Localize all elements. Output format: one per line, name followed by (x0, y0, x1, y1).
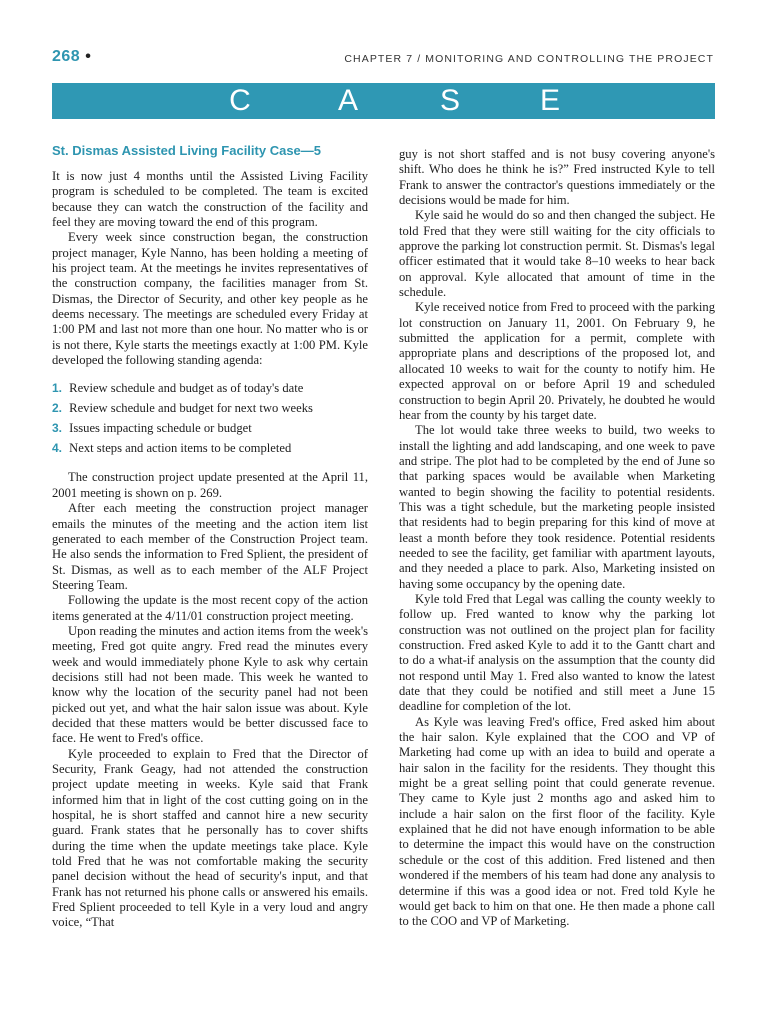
paragraph: It is now just 4 months until the Assisted Living Facility program is scheduled to be completed. The team is excited because they can watch the construction of the facility and feel they are moving toward the end of this program. (52, 169, 368, 230)
agenda-number: 3. (52, 421, 63, 436)
agenda-number: 1. (52, 381, 63, 396)
agenda-item (52, 420, 368, 436)
right-column (399, 147, 715, 930)
header-bullet: • (85, 48, 92, 65)
agenda-item (52, 400, 368, 416)
banner-letter-a: A (337, 84, 358, 117)
agenda-number: 4. (52, 441, 63, 456)
page-number-value: 268 (52, 48, 81, 65)
page-number (52, 48, 91, 66)
paragraph: guy is not short staffed and is not busy covering anyone's shift. Who does he think he is?” Fred instructed Kyle to tell Frank to answer the contractor's questions immediately or the decisions would be made for him. (399, 147, 715, 208)
paragraph: Every week since construction began, the construction project manager, Kyle Nanno, has been holding a meeting of his project team. At the meetings he invites representatives of the construction company, the facilities manager from St. Dismas, the Director of Security, and other key people as he deems necessary. The meetings are scheduled every Friday at 1:00 PM and last not more than one hour. No matter who is or is not there, Kyle starts the meetings exactly at 1:00 PM. Kyle developed the following standing agenda: (52, 230, 368, 368)
paragraph: Kyle proceeded to explain to Fred that the Director of Security, Frank Geagy, had not attended the construction project update meeting in weeks. Kyle said that Frank informed him that in light of the cost cutting going on in the hospital, he is short staffed and cannot hire a new security guard. Frank states that he personally has to cover shifts during the time when the update meetings take place. Kyle told Fred that he was not comfortable making the security panel decision without the head of security's input, and that Frank has not returned his phone calls or answered his emails. Fred Splient proceeded to tell Kyle in a very loud and angry voice, “That (52, 746, 368, 930)
agenda-text: Review schedule and budget for next two weeks (69, 401, 313, 416)
paragraph: Kyle said he would do so and then changed the subject. He told Fred that they were still waiting for the city officials to approve the parking lot construction permit. St. Dismas's legal officer estimated that it would take 8–10 weeks to hear back on approval. Kyle allocated that amount of time in the schedule. (399, 208, 715, 300)
paragraph: Kyle told Fred that Legal was calling the county weekly to follow up. Fred wanted to know why the parking lot construction was not outlined on the project plan for facility construction. Fred asked Kyle to add it to the Gantt chart and to do a what-if analysis on the assumption that the county did not respond until May 1. Fred also wanted to know the latest date that they could be notified and still meet a June 15 deadline for completion of the lot. (399, 591, 715, 714)
paragraph: The construction project update presented at the April 11, 2001 meeting is shown on p. 269. (52, 470, 368, 500)
banner-letter-s: S (439, 84, 460, 117)
banner-letter-c: C (229, 84, 251, 117)
paragraph: The lot would take three weeks to build, two weeks to install the lighting and add landscaping, and one week to pave and stripe. The plot had to be completed by the end of June so that parking spaces would be available when Marketing wanted to begin showing the facility to potential residents. This was a tight schedule, but the marketing people insisted that residents had to begin preparing for this kind of move at least a month before they took residence. Potential residents needed to see the facility, get familiar with apartment layouts, and they needed a place to park. Also, Marketing insisted on having some occupancy by the opening date. (399, 423, 715, 591)
agenda-list (52, 380, 368, 456)
case-banner (52, 83, 715, 119)
case-title: St. Dismas Assisted Living Facility Case—5 (52, 143, 322, 158)
running-head: CHAPTER 7 / MONITORING AND CONTROLLING THE PROJECT (344, 53, 714, 65)
paragraph: Kyle received notice from Fred to proceed with the parking lot construction on January 11, 2001. On February 9, he submitted the application for a permit, complete with appropriate plans and descriptions of the proposed lot, and allocated 10 weeks to wait for the county to notify him. He expected approval on or before April 19 and scheduled construction to begin April 20. Privately, he doubted he would hear from the county by his target date. (399, 300, 715, 422)
agenda-item (52, 440, 368, 456)
agenda-text: Review schedule and budget as of today's date (69, 381, 304, 396)
agenda-text: Next steps and action items to be completed (69, 441, 292, 456)
agenda-text: Issues impacting schedule or budget (69, 421, 252, 436)
agenda-item (52, 380, 368, 396)
banner-letter-e: E (539, 84, 560, 117)
paragraph: Upon reading the minutes and action items from the week's meeting, Fred got quite angry. Fred read the minutes every week and would immediately phone Kyle to ask why certain decisions still had not been made. This week he wanted to know why the location of the security panel had not been picked out yet, and what the hair salon issue was about. Kyle decided that these matters would be better discussed face to face. He went to Fred's office. (52, 623, 368, 746)
paragraph: Following the update is the most recent copy of the action items generated at the 4/11/01 construction project meeting. (52, 593, 368, 623)
paragraph: As Kyle was leaving Fred's office, Fred asked him about the hair salon. Kyle explained that the COO and VP of Marketing had come up with an idea to build and operate a hair salon in the facility for the residents. They thought this might be a great selling point that could generate revenue. They came to Kyle just 2 months ago and asked him to include a hair salon on the first floor of the facility. Kyle explained that he did not have enough information to be able to determine the impact this would have on the construction schedule or the cost of this addition. Fred listened and then wondered if the members of his team had done any analysis to determine if this was a good idea or not. Fred told Kyle he would get back to him on that one. He then made a phone call to the COO and VP of Marketing. (399, 714, 715, 929)
left-column (52, 143, 368, 931)
agenda-number: 2. (52, 401, 63, 416)
paragraph: After each meeting the construction project manager emails the minutes of the meeting and the action item list generated to each member of the Construction Project team. He also sends the information to Fred Splient, the president of St. Dismas, as well as to each member of the ALF Project Steering Team. (52, 501, 368, 592)
